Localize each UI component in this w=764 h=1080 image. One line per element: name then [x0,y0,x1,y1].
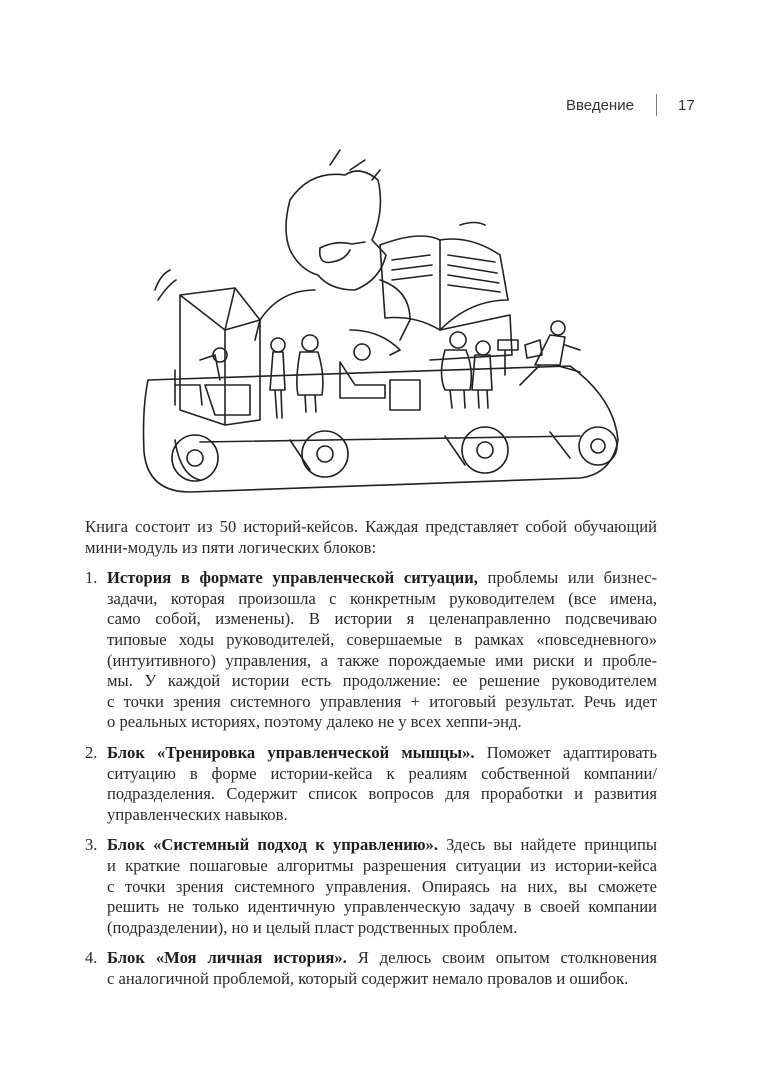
text-line: задачи, которая произошла с конкретным руководителем (все имена, [107,588,657,608]
belt-wheels [172,427,617,481]
item-text: Поможет адаптировать [474,742,657,762]
text-line: с аналогичной проблемой, который содержит немало провалов и ошибок. [107,968,629,988]
header-divider [656,94,657,116]
text-line: с точки зрения системного управления + итоговый результат. Речь идет [107,691,657,711]
text-line: решить не только идентичную управленческую задачу в своей компании [107,897,657,917]
text-line: ситуацию в форме истории-кейса к реалиям собственной компании/ [107,763,657,783]
list-item [85,948,657,989]
text-line: и краткие пошаговые алгоритмы разрешения ситуации из истории-кейса [107,855,657,875]
text-line: мы. У каждой истории есть продолжение: ее решение руководителем [107,671,657,691]
text-line [107,948,657,969]
text-line: о реальных историях, поэтому далеко не у всех хеппи-энд. [107,712,522,732]
running-header [0,94,764,120]
text-line: Книга состоит из 50 историй-кейсов. Каждая представляет собой обучающий [85,517,657,536]
item-title: История в формате управленческой ситуации, [107,568,478,588]
item-number: 3. [85,835,98,855]
big-man [286,171,386,290]
conveyor-belt-illustration [140,140,620,500]
text-line: подразделения. Содержит список вопросов для проработки и развития [107,784,657,804]
item-title: Блок «Тренировка управленческой мышцы». [107,742,475,762]
text-line: (интуитивного) управления, а также порождаемые ими риски и пробле- [107,650,657,670]
list-item [85,743,657,825]
intro-paragraph [85,517,657,558]
list-item [85,835,657,938]
text-line: (подразделении), но и целый пласт родственных проблем. [107,917,518,937]
item-number: 2. [85,742,98,762]
blocks-list [85,568,657,989]
text-line: типовые ходы руководителей, совершаемые в рамках «повседневного» [107,629,657,649]
text-line: мини-модуль из пяти логических блоков: [85,537,377,557]
text-line [107,743,657,764]
text-line: с точки зрения системного управления. Опираясь на них, вы сможете [107,876,657,896]
item-title: Блок «Моя личная история». [107,948,347,968]
item-text: проблемы или бизнес- [477,568,657,588]
text-line: само собой, изменены). В истории я целенаправленно подсвечиваю [107,609,657,629]
item-number: 1. [85,568,98,588]
page-body [85,517,657,999]
item-text: Я делюсь своим опытом столкновения [346,948,657,968]
text-line [107,835,657,856]
item-number: 4. [85,948,98,968]
item-title: Блок «Системный подход к управлению». [107,835,438,855]
text-line: управленческих навыков. [107,804,288,824]
section-title: Введение [566,97,634,114]
list-item [85,568,657,733]
item-text: Здесь вы найдете принципы [437,835,657,855]
big-book [380,236,508,330]
computer-box [180,288,260,425]
text-line [107,568,657,589]
page-number: 17 [678,97,695,114]
